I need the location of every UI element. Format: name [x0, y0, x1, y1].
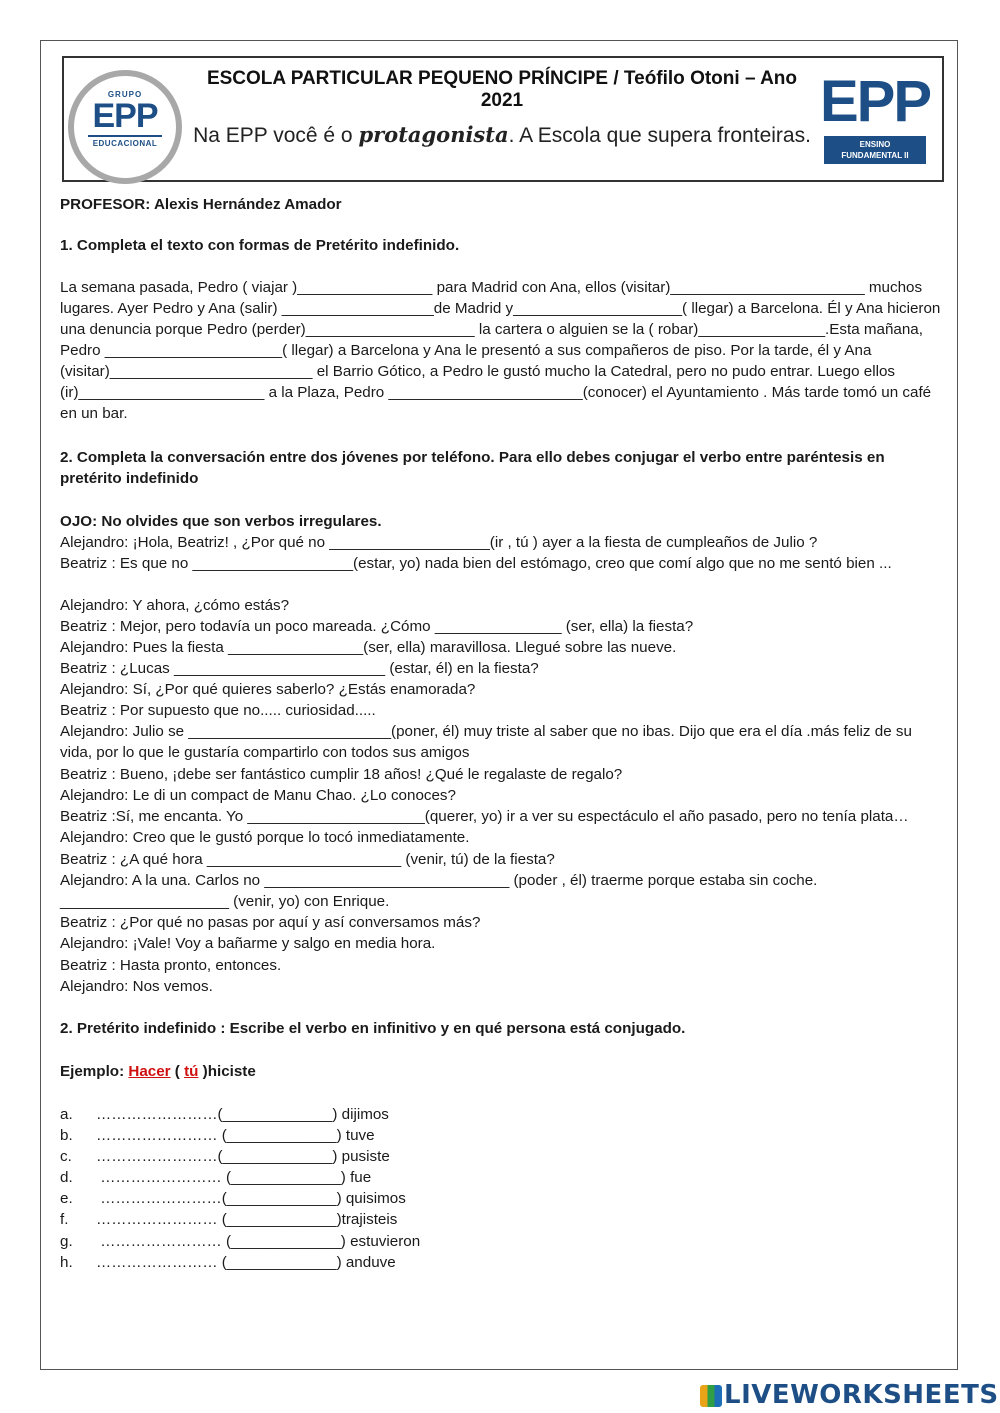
dialogue-line: Beatriz : ¿Lucas _________________________ (estar, él) en la fiesta? — [60, 660, 539, 677]
dialogue-line: Alejandro: Y ahora, ¿cómo estás? — [60, 597, 290, 614]
exercise-item: h. …………………… (_____________) anduve — [60, 1254, 396, 1271]
section2-heading-cont: pretérito indefinido — [60, 470, 199, 487]
ojo-note: OJO: No olvides que son verbos irregulares. — [60, 513, 382, 530]
dialogue-line: Alejandro: Julio se ________________________(poner, él) muy triste al saber que no ibas. Dijo que era el día .más feliz de su — [60, 723, 912, 740]
exercise-item: a. ……………………(_____________) dijimos — [60, 1106, 389, 1123]
section1-line: en un bar. — [60, 405, 128, 422]
dialogue-line: Beatriz : ¿A qué hora _______________________ (venir, tú) de la fiesta? — [60, 851, 555, 868]
dialogue-line: Beatriz : Es que no ___________________(estar, yo) nada bien del estómago, creo que comí algo que no me sentó bien ... — [60, 555, 892, 572]
dialogue-line: Beatriz : Bueno, ¡debe ser fantástico cumplir 18 años! ¿Qué le regalaste de regalo? — [60, 766, 623, 783]
section1-heading: 1. Completa el texto con formas de Pretérito indefinido. — [60, 237, 460, 254]
dialogue-line: Alejandro: Nos vemos. — [60, 978, 213, 995]
liveworksheets-logo: LIVEWORKSHEETS — [700, 1380, 999, 1410]
dialogue-line: Alejandro: Le di un compact de Manu Chao. ¿Lo conoces? — [60, 787, 456, 804]
professor-name: PROFESOR: Alexis Hernández Amador — [60, 196, 342, 213]
exercise-item: b. …………………… (_____________) tuve — [60, 1127, 375, 1144]
exercise-item: e. ……………………(_____________) quisimos — [60, 1190, 406, 1207]
dialogue-line: Alejandro: ¡Hola, Beatriz! , ¿Por qué no ___________________(ir , tú ) ayer a la fiesta de cumpleaños de Julio ? — [60, 534, 818, 551]
dialogue-line: ____________________ (venir, yo) con Enrique. — [60, 893, 390, 910]
dialogue-line: Alejandro: A la una. Carlos no _____________________________ (poder , él) traerme porque estaba sin coche. — [60, 872, 818, 889]
dialogue-line: Beatriz : ¿Por qué no pasas por aquí y así conversamos más? — [60, 914, 481, 931]
exercise-item: f. …………………… (_____________)trajisteis — [60, 1211, 398, 1228]
section1-line: lugares. Ayer Pedro y Ana (salir) __________________de Madrid y____________________( llegar) a Barcelona. Él y Ana hicieron — [60, 300, 941, 317]
liveworksheets-mark-icon — [700, 1385, 722, 1407]
school-title: ESCOLA PARTICULAR PEQUENO PRÍNCIPE / Teófilo Otoni – Ano 2021 — [206, 68, 798, 111]
dialogue-line: Alejandro: Creo que le gustó porque lo tocó inmediatamente. — [60, 829, 470, 846]
section1-line: (visitar)________________________ el Barrio Gótico, a Pedro le gustó mucho la Catedral, pero no pudo entrar. Luego ellos — [60, 363, 896, 380]
section1-line: Pedro _____________________( llegar) a Barcelona y Ana le presentó a sus compañeros de piso. Por la tarde, él y Ana — [60, 342, 872, 359]
dialogue-line: Beatriz :Sí, me encanta. Yo _____________________(querer, yo) ir a ver su espectáculo el año pasado, pero no tenía plata… — [60, 808, 909, 825]
dialogue-line: Beatriz : Por supuesto que no..... curiosidad..... — [60, 702, 376, 719]
exercise-item: g. …………………… (_____________) estuvieron — [60, 1233, 421, 1250]
section2-heading: 2. Completa la conversación entre dos jóvenes por teléfono. Para ello debes conjugar el verbo entre paréntesis en — [60, 449, 885, 466]
section1-line: (ir)______________________ a la Plaza, Pedro _______________________(conocer) el Ayuntamiento . Más tarde tomó un café — [60, 384, 932, 401]
section3-heading: 2. Pretérito indefinido : Escribe el verbo en infinitivo y en qué persona está conjugado. — [60, 1020, 686, 1037]
dialogue-line: Alejandro: Pues la fiesta ________________(ser, ella) maravillosa. Llegué sobre las nueve. — [60, 639, 677, 656]
section1-line: una denuncia porque Pedro (perder)____________________ la cartera o alguien se la ( robar)_______________.Esta mañana, — [60, 321, 923, 338]
exercise-item: d. …………………… (_____________) fue — [60, 1169, 372, 1186]
epp-logo-right: EPP ENSINO FUNDAMENTAL II — [818, 72, 932, 166]
section1-line: La semana pasada, Pedro ( viajar )________________ para Madrid con Ana, ellos (visitar)_______________________ muchos — [60, 279, 923, 296]
example-line: Ejemplo: Hacer ( tú )hiciste — [60, 1063, 256, 1080]
school-slogan: Na EPP você é o protagonista. A Escola que supera fronteiras. — [193, 122, 811, 147]
epp-logo-left: GRUPO EPP EDUCACIONAL — [68, 70, 182, 184]
dialogue-line: vida, por lo que le gustaría compartirlo con todos sus amigos — [60, 744, 470, 761]
dialogue-line: Alejandro: Sí, ¿Por qué quieres saberlo? ¿Estás enamorada? — [60, 681, 476, 698]
dialogue-line: Beatriz : Mejor, pero todavía un poco mareada. ¿Cómo _______________ (ser, ella) la fiesta? — [60, 618, 694, 635]
dialogue-line: Beatriz : Hasta pronto, entonces. — [60, 957, 282, 974]
exercise-item: c. ……………………(_____________) pusiste — [60, 1148, 390, 1165]
dialogue-line: Alejandro: ¡Vale! Voy a bañarme y salgo en media hora. — [60, 935, 436, 952]
